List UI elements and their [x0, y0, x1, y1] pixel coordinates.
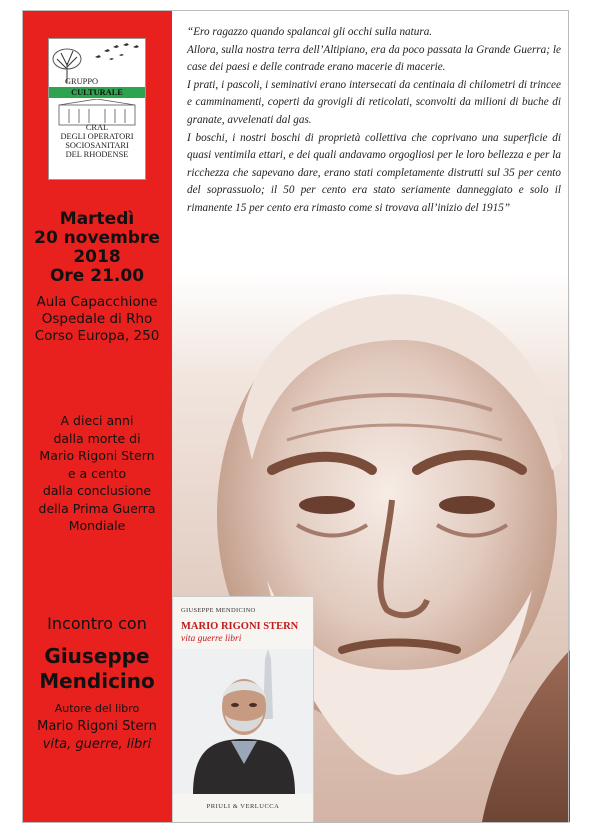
anniv-line4: e a cento — [67, 465, 127, 481]
anniv-line5: dalla conclusione — [42, 483, 152, 498]
venue-line2: Ospedale di Rho — [41, 311, 153, 327]
speaker-book-subtitle: vita, guerre, libri — [42, 737, 152, 752]
event-time: Ore 21.00 — [49, 266, 145, 286]
logo-line6: DEL RHODENSE — [65, 150, 129, 159]
anniv-line1: A dieci anni — [60, 413, 134, 428]
author-label: Autore del libro — [54, 702, 140, 715]
book-cover-title: MARIO RIGONI STERN — [181, 621, 299, 632]
book-cover-author: GIUSEPPE MENDICINO — [181, 607, 256, 614]
anniv-line3: Mario Rigoni Stern — [39, 448, 155, 463]
anniv-line2: dalla morte di — [53, 430, 141, 446]
speaker-intro: Incontro con — [47, 614, 147, 633]
book-cover-subtitle: vita guerre libri — [181, 634, 242, 644]
quote-paragraph-4: I boschi, i nostri boschi di proprietà collettiva che coprivano una superficie di quasi ventimila ettari, e dei quali andavamo orgogliosi per le loro bellezza e per la ricchezza che sapevano dare, erano stati completamente distrutti sul 35 per cento del soprassuolo; il 50 per cento era stato seriamente danneggiato e solo il rimanente 15 per cento era rimasto come si trovava all’inizio del 1915” — [187, 131, 561, 214]
anniv-line6: della Prima Guerra — [38, 500, 156, 516]
quote-paragraph-3: I prati, i pascoli, i seminativi erano intersecati da centinaia di chilometri di trincee e camminamenti, coperti da grovigli di reticolati, sconvolti da milioni di buche di granate, avvelenati dal gas. — [187, 78, 561, 126]
logo-line3: CRAL — [85, 123, 109, 132]
page-border — [22, 10, 569, 823]
logo-line4: DEGLI OPERATORI — [60, 132, 134, 141]
quote-paragraph-1: “Ero ragazzo quando spalancai gli occhi sulla natura. — [187, 26, 433, 38]
logo-line2: CULTURALE — [71, 88, 123, 97]
venue-line1: Aula Capacchione — [36, 294, 158, 310]
quote-paragraph-2: Allora, sulla nostra terra dell’Altipiano, era da poco passata la Grande Guerra; le case dei paesi e delle contrade erano macerie di macerie. — [187, 43, 561, 74]
book-cover-publisher: PRIULI & VERLUCCA — [206, 803, 280, 810]
logo-line5: SOCIOSANITARI — [65, 141, 129, 150]
event-year: 2018 — [73, 247, 121, 267]
venue-line3: Corso Europa, 250 — [34, 328, 160, 344]
speaker-book-title: Mario Rigoni Stern — [37, 719, 157, 734]
logo-line1: GRUPPO — [65, 77, 99, 86]
event-day: Martedì — [59, 209, 135, 229]
event-date: 20 novembre — [34, 228, 160, 248]
speaker-last-name: Mendicino — [39, 669, 155, 693]
anniv-line7: Mondiale — [68, 518, 126, 533]
speaker-first-name: Giuseppe — [44, 644, 150, 668]
